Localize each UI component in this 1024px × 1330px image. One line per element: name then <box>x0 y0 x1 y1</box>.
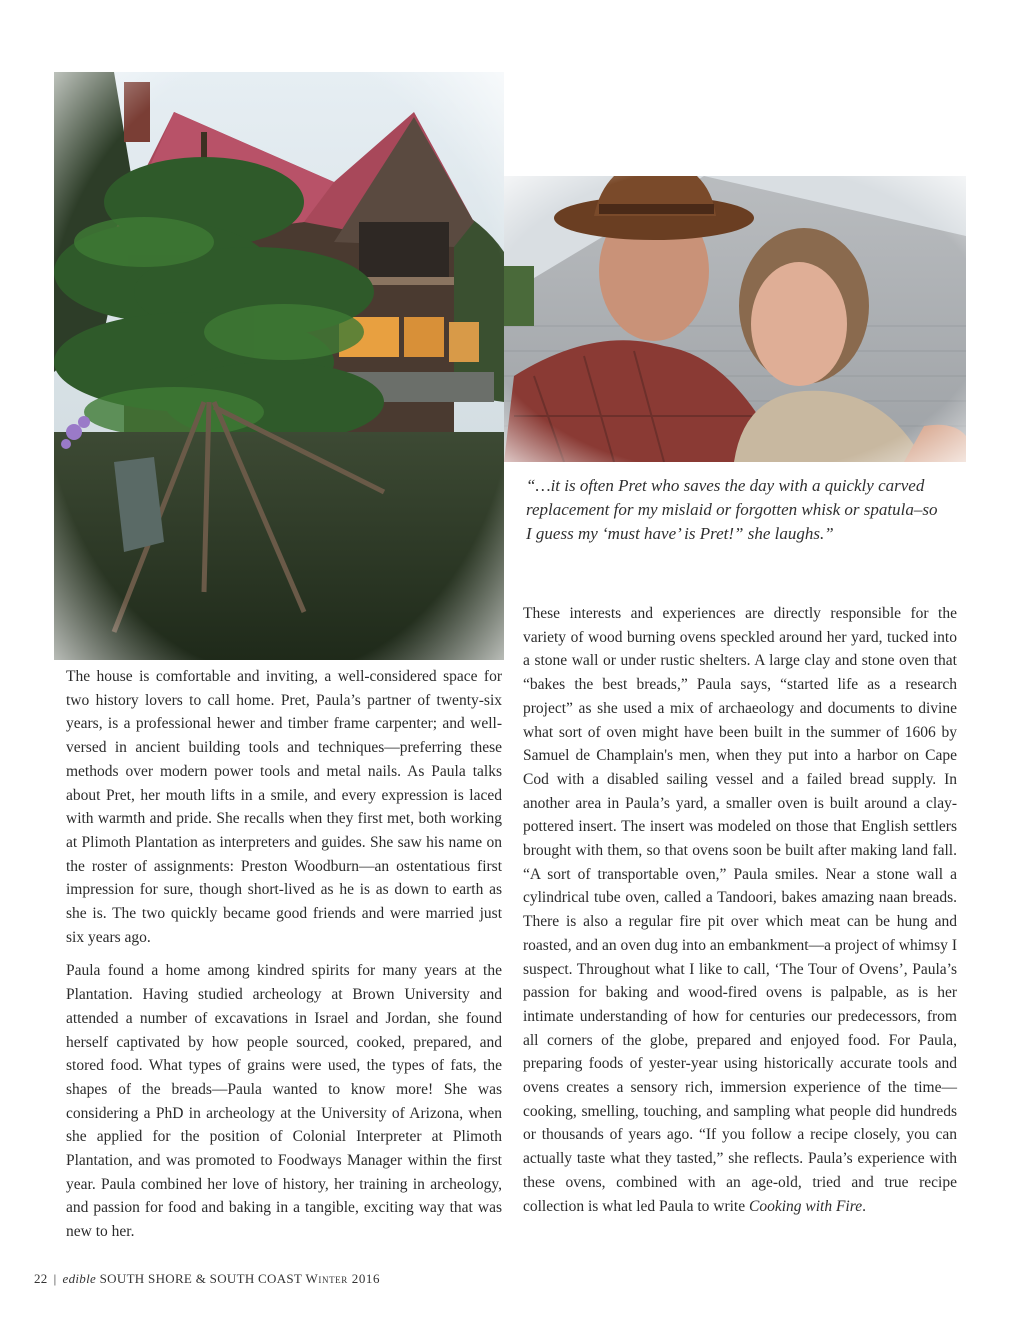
page-footer <box>34 1271 380 1287</box>
couple-photo-illustration <box>504 176 966 462</box>
pull-quote-line: I guess my ‘must have’ is Pret!” she laughs.” <box>526 524 834 543</box>
book-title: Cooking with Fire <box>748 1197 863 1215</box>
magazine-edible: edible <box>62 1271 97 1286</box>
paragraph-end: . <box>862 1197 866 1215</box>
magazine-name: SOUTH SHORE & SOUTH COAST <box>99 1271 302 1286</box>
right-paragraph-1 <box>523 602 957 1218</box>
footer-separator: | <box>53 1271 57 1286</box>
pull-quote-line: “…it is often Pret who saves the day with a quickly carved <box>526 476 925 495</box>
page-number: 22 <box>34 1271 48 1286</box>
house-photo-illustration <box>54 72 504 660</box>
pull-quote-line: replacement for my mislaid or forgotten whisk or spatula–so <box>526 500 938 519</box>
left-column <box>66 665 502 1254</box>
left-paragraph-2: Paula found a home among kindred spirits for many years at the Plantation. Having studied archeology at Brown University and attended a number of excavations in Israel and Jordan, she found herself captivated by how people sourced, cooked, prepared, and stored food. What types of grains were used, the types of fats, the shapes of the breads—Paula wanted to know more! She was considering a PhD in archeology at the University of Arizona, when she applied for the position of Colonial Interpreter at Plimoth Plantation, and was promoted to Foodways Manager within the first year. Paula combined her love of history, her training in archeology, and passion for food and baking in a tangible, exciting way that was new to her. <box>66 962 502 1241</box>
couple-photo <box>504 176 966 462</box>
right-paragraph-text: These interests and experiences are directly responsible for the variety of wood burning ovens speckled around her yard, tucked into a stone wall or under rustic shelters. A large clay and stone oven that “bakes the best breads,” Paula says, “started life as a research project” as she used a mix of archaeology and documents to divine what sort of oven might have been built in the summer of 1606 by Samuel de Champlain's men, when they put into a harbor on Cape Cod with a disabled sailing vessel and a failed bread supply. In another area in Paula’s yard, a smaller oven is built around a clay-pottered insert. The insert was modeled on those that English settlers brought with them, so that ovens soon be built after making land fall. “A sort of transportable oven,” Paula smiles. Near a stone wall a cylindrical tube oven, called a Tandoori, bakes amazing naan breads. There is also a regular fire pit over which meat can be hung and roasted, and an oven dug into an embankment—a project of whimsy I suspect. Throughout what I like to call, ‘The Tour of Ovens’, Paula’s passion for baking and wood-fired ovens is palpable, as is her intimate understanding of how for centuries our predecessors, from all corners of the globe, prepared and enjoyed food. For Paula, preparing foods of yester-year using historically accurate tools and ovens creates a sensory rich, immersion experience of the time—cooking, smelling, touching, and sampling what people did hundreds or thousands of years ago. “If you follow a recipe closely, you can actually taste what they tasted,” she reflects. Paula’s experience with these ovens, combined with an age-old, tried and true recipe collection is what led Paula to write <box>523 605 957 1215</box>
right-column <box>523 602 957 1218</box>
pull-quote <box>526 474 946 546</box>
house-photo <box>54 72 504 660</box>
left-paragraph-1: The house is comfortable and inviting, a well-considered space for two history lovers to call home. Pret, Paula’s partner of twenty-six years, is a professional hewer and timber frame carpenter; and well-versed in ancient building tools and techniques—preferring these methods over modern power tools and metal nails. As Paula talks about Pret, her mouth lifts in a smile, and every expression is laced with warmth and pride. She recalls when they first met, both working at Plimoth Plantation as interpreters and guides. She saw his name on the roster of assignments: Preston Woodburn—an ostentatious first impression for sure, though short-lived as he is as down to earth as she is. The two quickly became good friends and were married just six years ago. <box>66 668 502 946</box>
issue-season: Winter 2016 <box>305 1271 381 1286</box>
